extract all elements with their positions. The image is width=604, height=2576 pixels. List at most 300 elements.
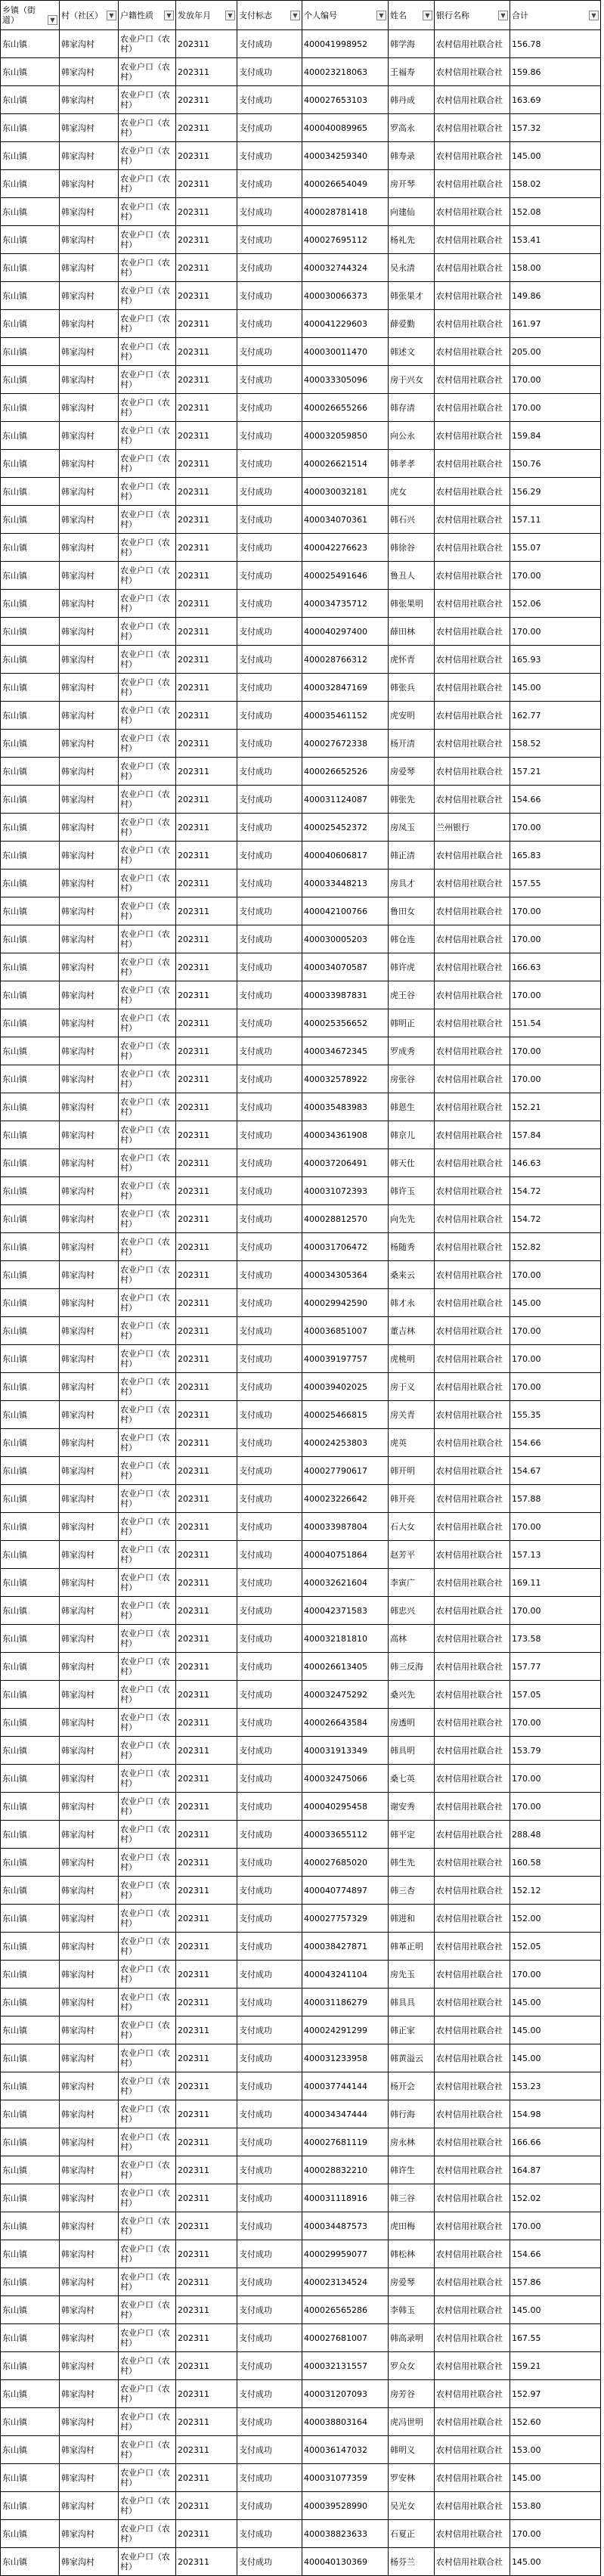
header-cell [390,11,432,20]
cell-village: 韩家沟村 [60,730,119,758]
cell-household-type: 农业户口（农村） [119,1233,176,1261]
cell-person-id: 400026652526 [302,758,389,786]
table-row [1,1429,601,1457]
table-row [1,170,601,198]
cell-pay-status: 支付成功 [237,1485,302,1513]
cell-household-type: 农业户口（农村） [119,2072,176,2100]
cell-pay-month: 202311 [176,897,237,925]
cell-household-type: 农业户口（农村） [119,1317,176,1345]
cell-pay-month: 202311 [176,1037,237,1065]
cell-household-type: 农业户口（农村） [119,2380,176,2408]
table-row [1,478,601,506]
cell-household-type: 农业户口（农村） [119,58,176,86]
cell-pay-status: 支付成功 [237,590,302,618]
cell-total: 157.13 [510,1541,601,1569]
cell-person-id: 400027672338 [302,730,389,758]
cell-name: 韩张果明 [389,590,435,618]
cell-household-type: 农业户口（农村） [119,2548,176,2576]
cell-pay-status: 支付成功 [237,1793,302,1821]
cell-person-id: 400026654049 [302,170,389,198]
filter-dropdown-icon[interactable]: ▼ [423,11,432,20]
table-row [1,114,601,142]
cell-person-id: 400032578922 [302,1065,389,1093]
table-row [1,366,601,394]
cell-bank: 农村信用社联合社 [435,758,510,786]
cell-town: 东山镇 [1,758,60,786]
cell-pay-month: 202311 [176,2408,237,2436]
cell-total: 154.66 [510,786,601,814]
cell-village: 韩家沟村 [60,562,119,590]
cell-pay-status: 支付成功 [237,282,302,310]
cell-pay-month: 202311 [176,394,237,422]
cell-pay-status: 支付成功 [237,2408,302,2436]
cell-town: 东山镇 [1,1177,60,1205]
cell-person-id: 400031913349 [302,1737,389,1765]
cell-town: 东山镇 [1,2184,60,2212]
cell-total: 165.83 [510,842,601,870]
cell-pay-month: 202311 [176,1345,237,1373]
cell-total: 170.00 [510,925,601,953]
cell-total: 170.00 [510,1793,601,1821]
cell-village: 韩家沟村 [60,2408,119,2436]
cell-bank: 农村信用社联合社 [435,1121,510,1149]
header-cell [304,11,386,20]
cell-bank: 农村信用社联合社 [435,478,510,506]
cell-town: 东山镇 [1,1457,60,1485]
cell-name: 韩许生 [389,2156,435,2184]
cell-household-type: 农业户口（农村） [119,562,176,590]
cell-village: 韩家沟村 [60,422,119,450]
table-row [1,282,601,310]
cell-bank: 农村信用社联合社 [435,506,510,534]
cell-household-type: 农业户口（农村） [119,1513,176,1541]
table-row [1,1093,601,1121]
filter-dropdown-icon[interactable]: ▼ [164,11,174,20]
cell-person-id: 400028812570 [302,1205,389,1233]
table-row [1,1681,601,1709]
filter-dropdown-icon[interactable]: ▼ [498,11,508,20]
table-row [1,1457,601,1485]
cell-village: 韩家沟村 [60,2072,119,2100]
cell-total: 154.72 [510,1205,601,1233]
cell-household-type: 农业户口（农村） [119,1653,176,1681]
table-row [1,842,601,870]
cell-person-id: 400042276623 [302,534,389,562]
cell-pay-month: 202311 [176,1513,237,1541]
table-row [1,1765,601,1793]
cell-pay-status: 支付成功 [237,366,302,394]
cell-household-type: 农业户口（农村） [119,1877,176,1905]
cell-name: 虎王谷 [389,981,435,1009]
cell-person-id: 400034487573 [302,2212,389,2240]
cell-bank: 农村信用社联合社 [435,1821,510,1849]
cell-village: 韩家沟村 [60,2352,119,2380]
cell-name: 李韩玉 [389,2296,435,2324]
cell-person-id: 400039528990 [302,2492,389,2520]
header-label: 户籍性质 [120,10,153,20]
cell-total: 170.00 [510,1373,601,1401]
cell-household-type: 农业户口（农村） [119,142,176,170]
cell-person-id: 400033448213 [302,870,389,897]
cell-bank: 农村信用社联合社 [435,1177,510,1205]
cell-town: 东山镇 [1,1541,60,1569]
table-row [1,814,601,842]
cell-village: 韩家沟村 [60,1961,119,1989]
table-row [1,2128,601,2156]
cell-bank: 农村信用社联合社 [435,2100,510,2128]
cell-person-id: 400030066373 [302,282,389,310]
cell-village: 韩家沟村 [60,2128,119,2156]
cell-bank: 农村信用社联合社 [435,1849,510,1877]
cell-person-id: 400031186279 [302,1989,389,2016]
cell-village: 韩家沟村 [60,981,119,1009]
cell-pay-month: 202311 [176,2492,237,2520]
cell-pay-month: 202311 [176,1597,237,1625]
cell-total: 145.00 [510,2044,601,2072]
cell-village: 韩家沟村 [60,1597,119,1625]
filter-dropdown-icon[interactable]: ▼ [376,11,386,20]
cell-household-type: 农业户口（农村） [119,2128,176,2156]
cell-village: 韩家沟村 [60,590,119,618]
cell-person-id: 400024253803 [302,1429,389,1457]
cell-person-id: 400026565286 [302,2296,389,2324]
table-row [1,1317,601,1345]
cell-pay-status: 支付成功 [237,1429,302,1457]
cell-pay-month: 202311 [176,1009,237,1037]
cell-pay-month: 202311 [176,981,237,1009]
cell-household-type: 农业户口（农村） [119,1177,176,1205]
cell-household-type: 农业户口（农村） [119,1149,176,1177]
cell-bank: 农村信用社联合社 [435,2268,510,2296]
cell-total: 152.82 [510,1233,601,1261]
cell-town: 东山镇 [1,2072,60,2100]
cell-village: 韩家沟村 [60,2016,119,2044]
cell-total: 169.11 [510,1569,601,1597]
cell-total: 146.63 [510,1149,601,1177]
cell-name: 杨开清 [389,730,435,758]
cell-pay-status: 支付成功 [237,1877,302,1905]
cell-person-id: 400032621604 [302,1569,389,1597]
cell-pay-status: 支付成功 [237,1709,302,1737]
cell-household-type: 农业户口（农村） [119,338,176,366]
cell-person-id: 400031077359 [302,2464,389,2492]
cell-total: 153.00 [510,2436,601,2464]
table-row [1,1373,601,1401]
cell-household-type: 农业户口（农村） [119,1401,176,1429]
cell-name: 韩学海 [389,30,435,58]
cell-pay-month: 202311 [176,2016,237,2044]
cell-pay-status: 支付成功 [237,842,302,870]
cell-total: 157.77 [510,1653,601,1681]
cell-person-id: 400027681007 [302,2324,389,2352]
cell-name: 韩松林 [389,2240,435,2268]
cell-pay-month: 202311 [176,730,237,758]
cell-person-id: 400042371583 [302,1597,389,1625]
cell-name: 谢安秀 [389,1793,435,1821]
cell-pay-status: 支付成功 [237,953,302,981]
cell-town: 东山镇 [1,1961,60,1989]
cell-total: 154.98 [510,2100,601,2128]
cell-person-id: 400027681119 [302,2128,389,2156]
cell-bank: 农村信用社联合社 [435,1037,510,1065]
table-row [1,1653,601,1681]
cell-village: 韩家沟村 [60,366,119,394]
cell-household-type: 农业户口（农村） [119,2044,176,2072]
cell-person-id: 400042100766 [302,897,389,925]
cell-person-id: 400031706472 [302,1233,389,1261]
cell-town: 东山镇 [1,1149,60,1177]
table-row [1,2100,601,2128]
cell-total: 154.66 [510,1429,601,1457]
table-row [1,1597,601,1625]
cell-pay-status: 支付成功 [237,1737,302,1765]
cell-village: 韩家沟村 [60,30,119,58]
table-row [1,2212,601,2240]
cell-bank: 农村信用社联合社 [435,562,510,590]
cell-village: 韩家沟村 [60,1905,119,1933]
filter-dropdown-icon[interactable]: ▼ [225,11,235,20]
cell-pay-status: 支付成功 [237,870,302,897]
cell-pay-status: 支付成功 [237,2156,302,2184]
cell-total: 157.55 [510,870,601,897]
filter-dropdown-icon[interactable]: ▼ [48,15,57,25]
cell-pay-month: 202311 [176,758,237,786]
cell-name: 房爱琴 [389,758,435,786]
cell-town: 东山镇 [1,58,60,86]
cell-pay-status: 支付成功 [237,1905,302,1933]
cell-person-id: 400039402025 [302,1373,389,1401]
cell-person-id: 400031124087 [302,786,389,814]
cell-pay-month: 202311 [176,450,237,478]
cell-town: 东山镇 [1,506,60,534]
cell-pay-month: 202311 [176,1765,237,1793]
cell-town: 东山镇 [1,1317,60,1345]
cell-person-id: 400032059850 [302,422,389,450]
cell-village: 韩家沟村 [60,1317,119,1345]
cell-village: 韩家沟村 [60,1009,119,1037]
cell-town: 东山镇 [1,702,60,730]
cell-village: 韩家沟村 [60,1373,119,1401]
cell-village: 韩家沟村 [60,1877,119,1905]
table-row [1,2492,601,2520]
cell-town: 东山镇 [1,1849,60,1877]
cell-household-type: 农业户口（农村） [119,1121,176,1149]
cell-village: 韩家沟村 [60,1037,119,1065]
table-row [1,1345,601,1373]
cell-pay-month: 202311 [176,1821,237,1849]
cell-bank: 农村信用社联合社 [435,1709,510,1737]
cell-household-type: 农业户口（农村） [119,1849,176,1877]
cell-person-id: 400030005203 [302,925,389,953]
table-row [1,2436,601,2464]
cell-total: 145.00 [510,1289,601,1317]
cell-town: 东山镇 [1,1345,60,1373]
cell-town: 东山镇 [1,114,60,142]
cell-bank: 农村信用社联合社 [435,338,510,366]
cell-village: 韩家沟村 [60,786,119,814]
cell-pay-status: 支付成功 [237,814,302,842]
cell-total: 157.05 [510,1681,601,1709]
cell-total: 157.86 [510,2268,601,2296]
cell-town: 东山镇 [1,2016,60,2044]
cell-village: 韩家沟村 [60,2212,119,2240]
cell-town: 东山镇 [1,1513,60,1541]
cell-name: 赵芳平 [389,1541,435,1569]
cell-town: 东山镇 [1,1233,60,1261]
cell-name: 向建仙 [389,198,435,226]
cell-bank: 农村信用社联合社 [435,1569,510,1597]
cell-pay-month: 202311 [176,198,237,226]
cell-town: 东山镇 [1,1429,60,1457]
cell-town: 东山镇 [1,170,60,198]
header-cell [239,11,300,20]
filter-dropdown-icon[interactable]: ▼ [107,11,116,20]
cell-person-id: 400035461152 [302,702,389,730]
cell-household-type: 农业户口（农村） [119,114,176,142]
table-row [1,2352,601,2380]
table-row [1,86,601,114]
header-label: 发放年月 [178,10,211,20]
cell-pay-status: 支付成功 [237,86,302,114]
cell-household-type: 农业户口（农村） [119,897,176,925]
cell-pay-status: 支付成功 [237,1009,302,1037]
cell-name: 韩革正明 [389,1933,435,1961]
cell-pay-status: 支付成功 [237,1821,302,1849]
cell-pay-status: 支付成功 [237,786,302,814]
cell-bank: 农村信用社联合社 [435,2408,510,2436]
cell-pay-month: 202311 [176,2044,237,2072]
cell-household-type: 农业户口（农村） [119,2324,176,2352]
cell-household-type: 农业户口（农村） [119,1261,176,1289]
cell-pay-month: 202311 [176,2520,237,2548]
cell-village: 韩家沟村 [60,1821,119,1849]
table-row [1,2240,601,2268]
cell-pay-status: 支付成功 [237,1177,302,1205]
cell-pay-status: 支付成功 [237,142,302,170]
cell-bank: 农村信用社联合社 [435,1541,510,1569]
cell-pay-month: 202311 [176,1961,237,1989]
cell-household-type: 农业户口（农村） [119,1065,176,1093]
cell-person-id: 400032475066 [302,1765,389,1793]
cell-total: 145.00 [510,2548,601,2576]
cell-pay-status: 支付成功 [237,338,302,366]
cell-pay-month: 202311 [176,114,237,142]
table-row [1,338,601,366]
filter-dropdown-icon[interactable]: ▼ [290,11,300,20]
cell-village: 韩家沟村 [60,58,119,86]
cell-town: 东山镇 [1,1373,60,1401]
cell-village: 韩家沟村 [60,1933,119,1961]
cell-bank: 农村信用社联合社 [435,534,510,562]
cell-name: 虎怀青 [389,646,435,674]
cell-household-type: 农业户口（农村） [119,282,176,310]
cell-town: 东山镇 [1,2436,60,2464]
cell-village: 韩家沟村 [60,1989,119,2016]
table-row [1,1793,601,1821]
cell-town: 东山镇 [1,2268,60,2296]
cell-town: 东山镇 [1,394,60,422]
cell-pay-month: 202311 [176,1709,237,1737]
cell-town: 东山镇 [1,254,60,282]
cell-village: 韩家沟村 [60,758,119,786]
cell-village: 韩家沟村 [60,1065,119,1093]
cell-bank: 农村信用社联合社 [435,1093,510,1121]
cell-total: 173.58 [510,1625,601,1653]
table-row [1,226,601,254]
cell-name: 石大女 [389,1513,435,1541]
cell-household-type: 农业户口（农村） [119,422,176,450]
cell-person-id: 400034735712 [302,590,389,618]
cell-pay-status: 支付成功 [237,2268,302,2296]
cell-bank: 农村信用社联合社 [435,1765,510,1793]
cell-household-type: 农业户口（农村） [119,1961,176,1989]
table-row [1,142,601,170]
cell-household-type: 农业户口（农村） [119,953,176,981]
cell-village: 韩家沟村 [60,1261,119,1289]
cell-person-id: 400040089965 [302,114,389,142]
cell-pay-status: 支付成功 [237,1933,302,1961]
cell-name: 韩张果才 [389,282,435,310]
cell-person-id: 400024291299 [302,2016,389,2044]
cell-household-type: 农业户口（农村） [119,1905,176,1933]
cell-pay-status: 支付成功 [237,1401,302,1429]
table-row [1,2408,601,2436]
cell-household-type: 农业户口（农村） [119,786,176,814]
cell-total: 154.67 [510,1457,601,1485]
cell-town: 东山镇 [1,2212,60,2240]
cell-pay-status: 支付成功 [237,618,302,646]
cell-name: 韩进和 [389,1905,435,1933]
cell-name: 韩明义 [389,2436,435,2464]
cell-bank: 农村信用社联合社 [435,1485,510,1513]
header-cell [61,11,116,20]
cell-total: 170.00 [510,814,601,842]
table-row [1,1933,601,1961]
cell-pay-month: 202311 [176,646,237,674]
table-row [1,2072,601,2100]
table-row [1,1877,601,1905]
cell-bank: 农村信用社联合社 [435,1009,510,1037]
cell-bank: 农村信用社联合社 [435,1373,510,1401]
cell-total: 145.00 [510,2464,601,2492]
filter-dropdown-icon[interactable]: ▼ [589,11,599,20]
cell-bank: 农村信用社联合社 [435,2016,510,2044]
cell-person-id: 400029959077 [302,2240,389,2268]
table-row [1,1625,601,1653]
cell-town: 东山镇 [1,925,60,953]
cell-town: 东山镇 [1,1401,60,1429]
cell-pay-month: 202311 [176,1989,237,2016]
cell-household-type: 农业户口（农村） [119,1037,176,1065]
cell-town: 东山镇 [1,1653,60,1681]
cell-village: 韩家沟村 [60,1653,119,1681]
cell-pay-status: 支付成功 [237,2492,302,2520]
cell-person-id: 400025452372 [302,814,389,842]
cell-bank: 农村信用社联合社 [435,254,510,282]
cell-pay-month: 202311 [176,1429,237,1457]
cell-household-type: 农业户口（农村） [119,1093,176,1121]
cell-person-id: 400038823633 [302,2520,389,2548]
cell-person-id: 400033305096 [302,366,389,394]
cell-bank: 农村信用社联合社 [435,1681,510,1709]
cell-pay-status: 支付成功 [237,1037,302,1065]
cell-town: 东山镇 [1,1709,60,1737]
cell-village: 韩家沟村 [60,1177,119,1205]
cell-town: 东山镇 [1,2100,60,2128]
table-row [1,2044,601,2072]
cell-name: 房透明 [389,1709,435,1737]
cell-pay-month: 202311 [176,1093,237,1121]
